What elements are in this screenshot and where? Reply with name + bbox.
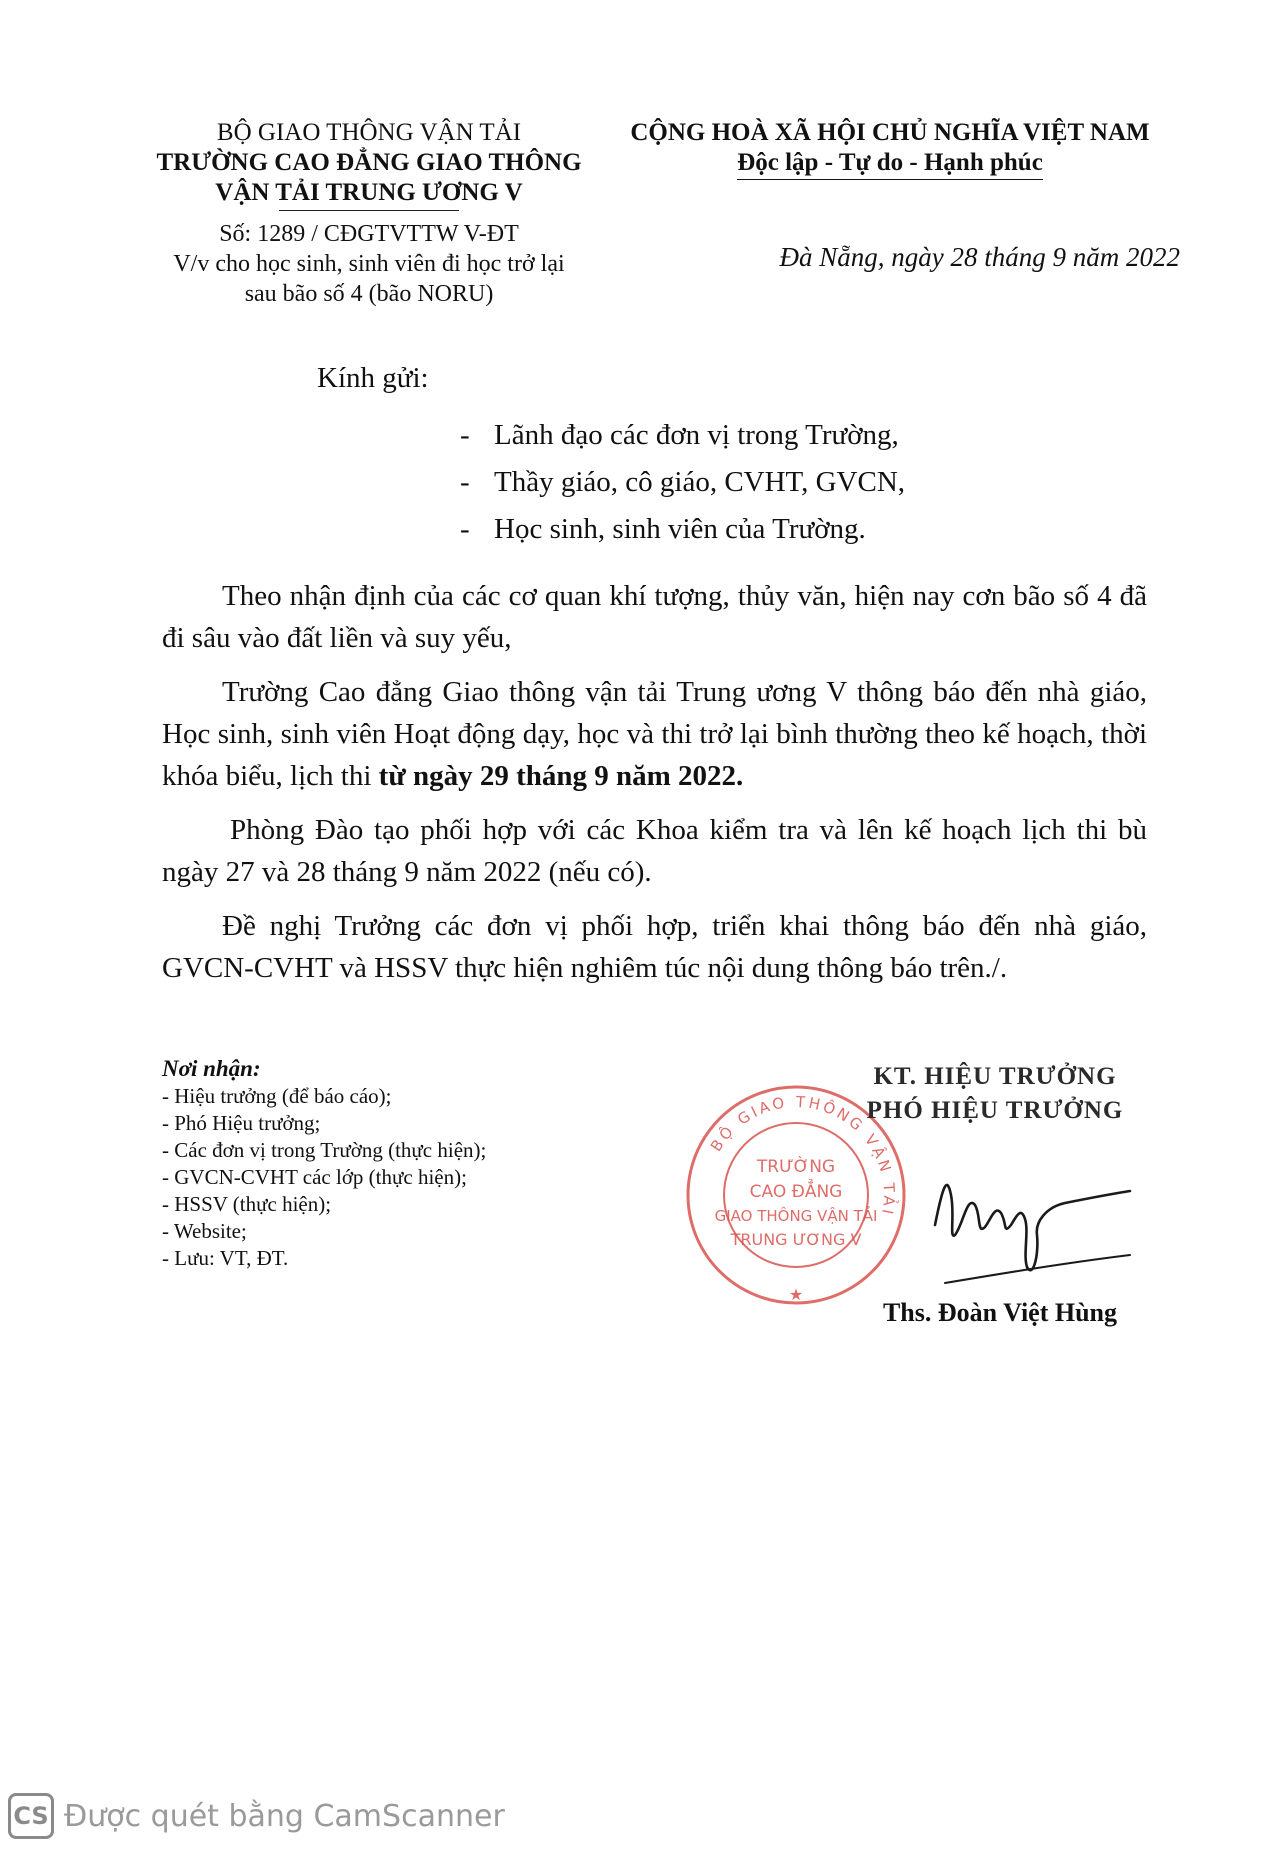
distribution-item: - GVCN-CVHT các lớp (thực hiện); [162, 1165, 467, 1189]
national-motto: Độc lập - Tự do - Hạnh phúc [737, 148, 1043, 180]
distribution-item: - Website; [162, 1219, 247, 1243]
signer-title-line1: KT. HIỆU TRƯỞNG [873, 1063, 1117, 1090]
recipients-list [460, 412, 905, 553]
distribution-item: - HSSV (thực hiện); [162, 1192, 332, 1216]
watermark-text: Được quét bằng CamScanner [64, 1798, 505, 1834]
distribution-item: - Hiệu trưởng (để báo cáo); [162, 1084, 392, 1108]
signer-title-line2: PHÓ HIỆU TRƯỞNG [866, 1097, 1124, 1124]
svg-text:TRƯỜNG: TRƯỜNG [756, 1157, 836, 1177]
svg-text:CAO ĐẲNG: CAO ĐẲNG [749, 1182, 843, 1202]
header-underline [279, 210, 459, 211]
subject-line1: V/v cho học sinh, sinh viên đi học trở lại [173, 251, 565, 277]
recipients-label: Kính gửi: [317, 362, 429, 394]
list-dash: - [460, 419, 470, 451]
svg-text:TRUNG ƯƠNG V: TRUNG ƯƠNG V [730, 1230, 862, 1249]
school-name-line2: VẬN TẢI TRUNG ƯƠNG V [215, 179, 523, 206]
distribution-list [162, 1055, 486, 1272]
distribution-item: - Phó Hiệu trưởng; [162, 1111, 321, 1135]
national-header-block [610, 118, 1170, 180]
recipient-text: Lãnh đạo các đơn vị trong Trường, [494, 419, 899, 451]
school-name-line1: TRƯỜNG CAO ĐẲNG GIAO THÔNG [156, 149, 582, 176]
camscanner-logo-icon: CS [8, 1793, 54, 1839]
list-dash: - [460, 513, 470, 545]
signature-block [675, 1060, 1135, 1345]
list-dash: - [460, 466, 470, 498]
subject-line2: sau bão số 4 (bão NORU) [244, 281, 494, 307]
body-paragraph-2 [162, 671, 1147, 797]
svg-text:GIAO THÔNG VẬN TẢI: GIAO THÔNG VẬN TẢI [714, 1207, 878, 1225]
republic-name: CỘNG HOÀ XÃ HỘI CHỦ NGHĨA VIỆT NAM [630, 119, 1150, 146]
distribution-item: - Các đơn vị trong Trường (thực hiện); [162, 1138, 487, 1162]
recipient-text: Học sinh, sinh viên của Trường. [494, 513, 866, 545]
ministry-name: BỘ GIAO THÔNG VẬN TẢI [216, 119, 522, 146]
paragraph-2-text: Trường Cao đẳng Giao thông vận tải Trung ương V thông báo đến nhà giáo, Học sinh, sinh viên Hoạt động dạy, học và thi trở lại bình thường theo kế hoạch, thời khóa biểu, lịch thi [162, 676, 1147, 792]
body-paragraph-3: Phòng Đào tạo phối hợp với các Khoa kiểm tra và lên kế hoạch lịch thi bù ngày 27 và 28 tháng 9 năm 2022 (nếu có). [162, 814, 1147, 888]
signer-name: Ths. Đoàn Việt Hùng [882, 1298, 1118, 1327]
handwritten-signature-icon [925, 1155, 1135, 1285]
camscanner-watermark [8, 1793, 505, 1839]
recipient-text: Thầy giáo, cô giáo, CVHT, GVCN, [494, 466, 906, 498]
recipient-item [460, 459, 905, 506]
document-date: Đà Nẵng, ngày 28 tháng 9 năm 2022 [779, 242, 1180, 272]
body-paragraph-4: Đề nghị Trưởng các đơn vị phối hợp, triển khai thông báo đến nhà giáo, GVCN-CVHT và HSSV thực hiện nghiêm túc nội dung thông báo trên./. [162, 910, 1147, 984]
distribution-item: - Lưu: VT, ĐT. [162, 1246, 289, 1270]
letter-body [162, 575, 1147, 1001]
distribution-title: Nơi nhận: [162, 1056, 261, 1081]
svg-text:★: ★ [788, 1285, 804, 1304]
signer-title [845, 1060, 1145, 1128]
document-number: Số: 1289 / CĐGTVTTW V-ĐT [219, 221, 519, 247]
body-paragraph-1: Theo nhận định của các cơ quan khí tượng, thủy văn, hiện nay cơn bão số 4 đã đi sâu vào đất liền và suy yếu, [162, 580, 1147, 654]
svg-text:BỘ GIAO THÔNG VẬN TẢI: BỘ GIAO THÔNG VẬN TẢI [706, 1092, 899, 1219]
resume-date-bold: từ ngày 29 tháng 9 năm 2022. [378, 760, 744, 792]
issuing-authority-block [120, 118, 618, 309]
recipient-item [460, 506, 905, 553]
recipient-item [460, 412, 905, 459]
